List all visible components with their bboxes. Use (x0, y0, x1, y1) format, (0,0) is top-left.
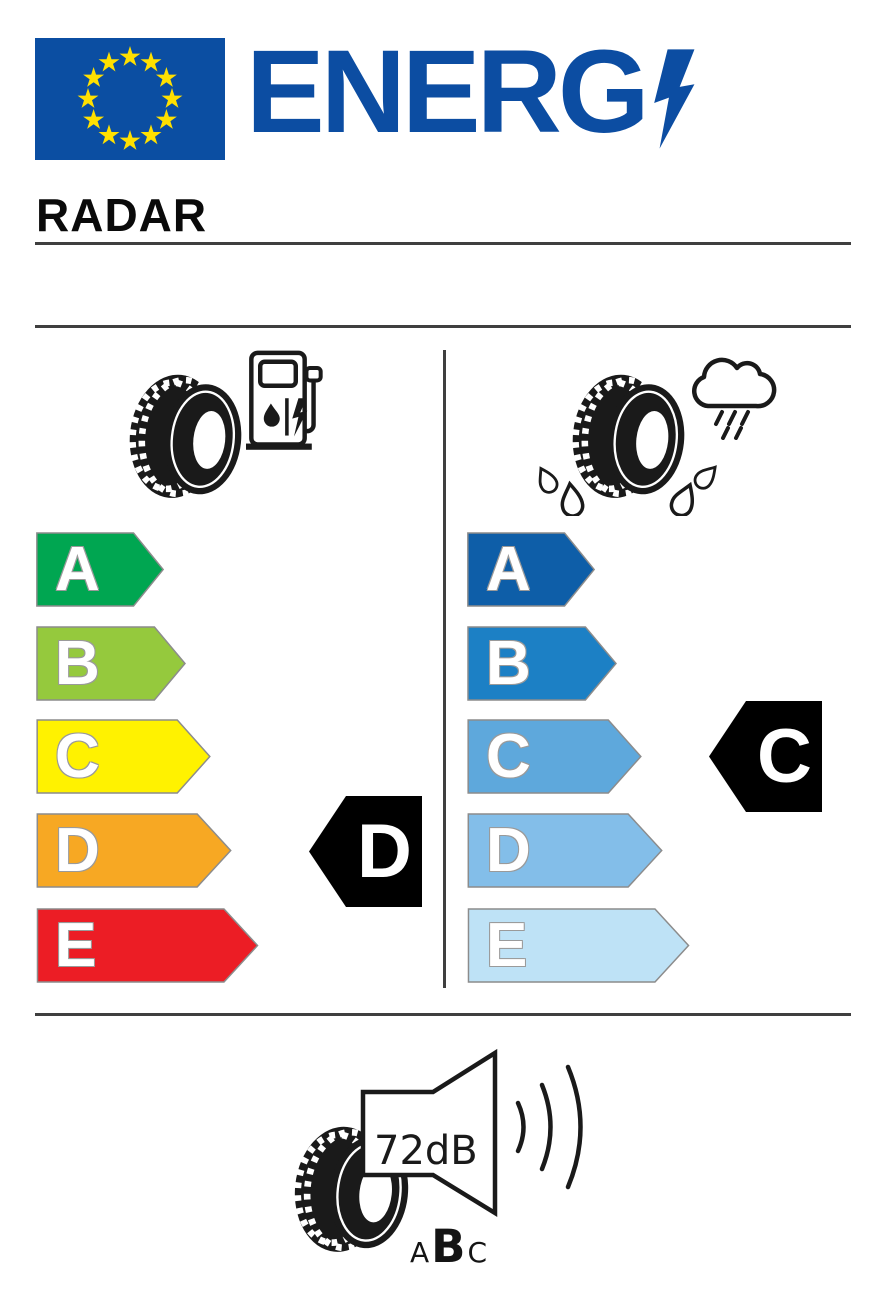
fuel-class-letter: C (55, 722, 100, 791)
noise-value: 72dB (374, 1128, 478, 1174)
fuel-class-letter: D (55, 816, 100, 885)
fuel-class-letter: B (55, 629, 100, 698)
tire-icon (128, 372, 244, 503)
fuel-class-row-b (35, 626, 187, 701)
fuel-rating-letter: D (357, 809, 412, 894)
wet-class-row-d (466, 813, 664, 888)
wet-class-letter: D (486, 816, 531, 885)
wet-class-letter: B (486, 629, 531, 698)
divider-line-vertical (443, 350, 446, 988)
water-splash-icon (533, 456, 723, 516)
wet-class-row-a (466, 532, 596, 607)
noise-class-letter: A (410, 1236, 430, 1269)
wet-class-row-b (466, 626, 618, 701)
divider-line-top (35, 242, 851, 245)
divider-line-middle (35, 325, 851, 328)
rain-cloud-icon (682, 346, 778, 440)
wet-class-letter: A (486, 535, 531, 604)
brand-name: RADAR (36, 189, 208, 241)
noise-class-scale (410, 1220, 487, 1273)
wet-rating-letter: C (757, 714, 812, 799)
fuel-class-row-d (35, 813, 233, 888)
divider-line-bottom (35, 1013, 851, 1016)
fuel-rating-indicator (308, 795, 423, 908)
wet-class-row-c (466, 719, 643, 794)
wet-class-row-e (466, 908, 691, 983)
fuel-class-row-e (35, 908, 260, 983)
fuel-class-row-a (35, 532, 165, 607)
fuel-class-row-c (35, 719, 212, 794)
lightning-bolt-icon (650, 48, 704, 150)
fuel-class-letter: A (55, 535, 100, 604)
wet-class-letter: C (486, 722, 531, 791)
fuel-class-letter: E (55, 911, 97, 980)
energ-logo-text: ENERG (246, 26, 646, 158)
fuel-pump-icon (246, 348, 326, 452)
sound-waves-icon (512, 1053, 596, 1201)
wet-class-letter: E (486, 911, 528, 980)
eu-flag (35, 38, 225, 160)
noise-class-letter: C (467, 1236, 488, 1269)
wet-rating-indicator (708, 700, 823, 813)
noise-class-letter: B (431, 1220, 466, 1273)
